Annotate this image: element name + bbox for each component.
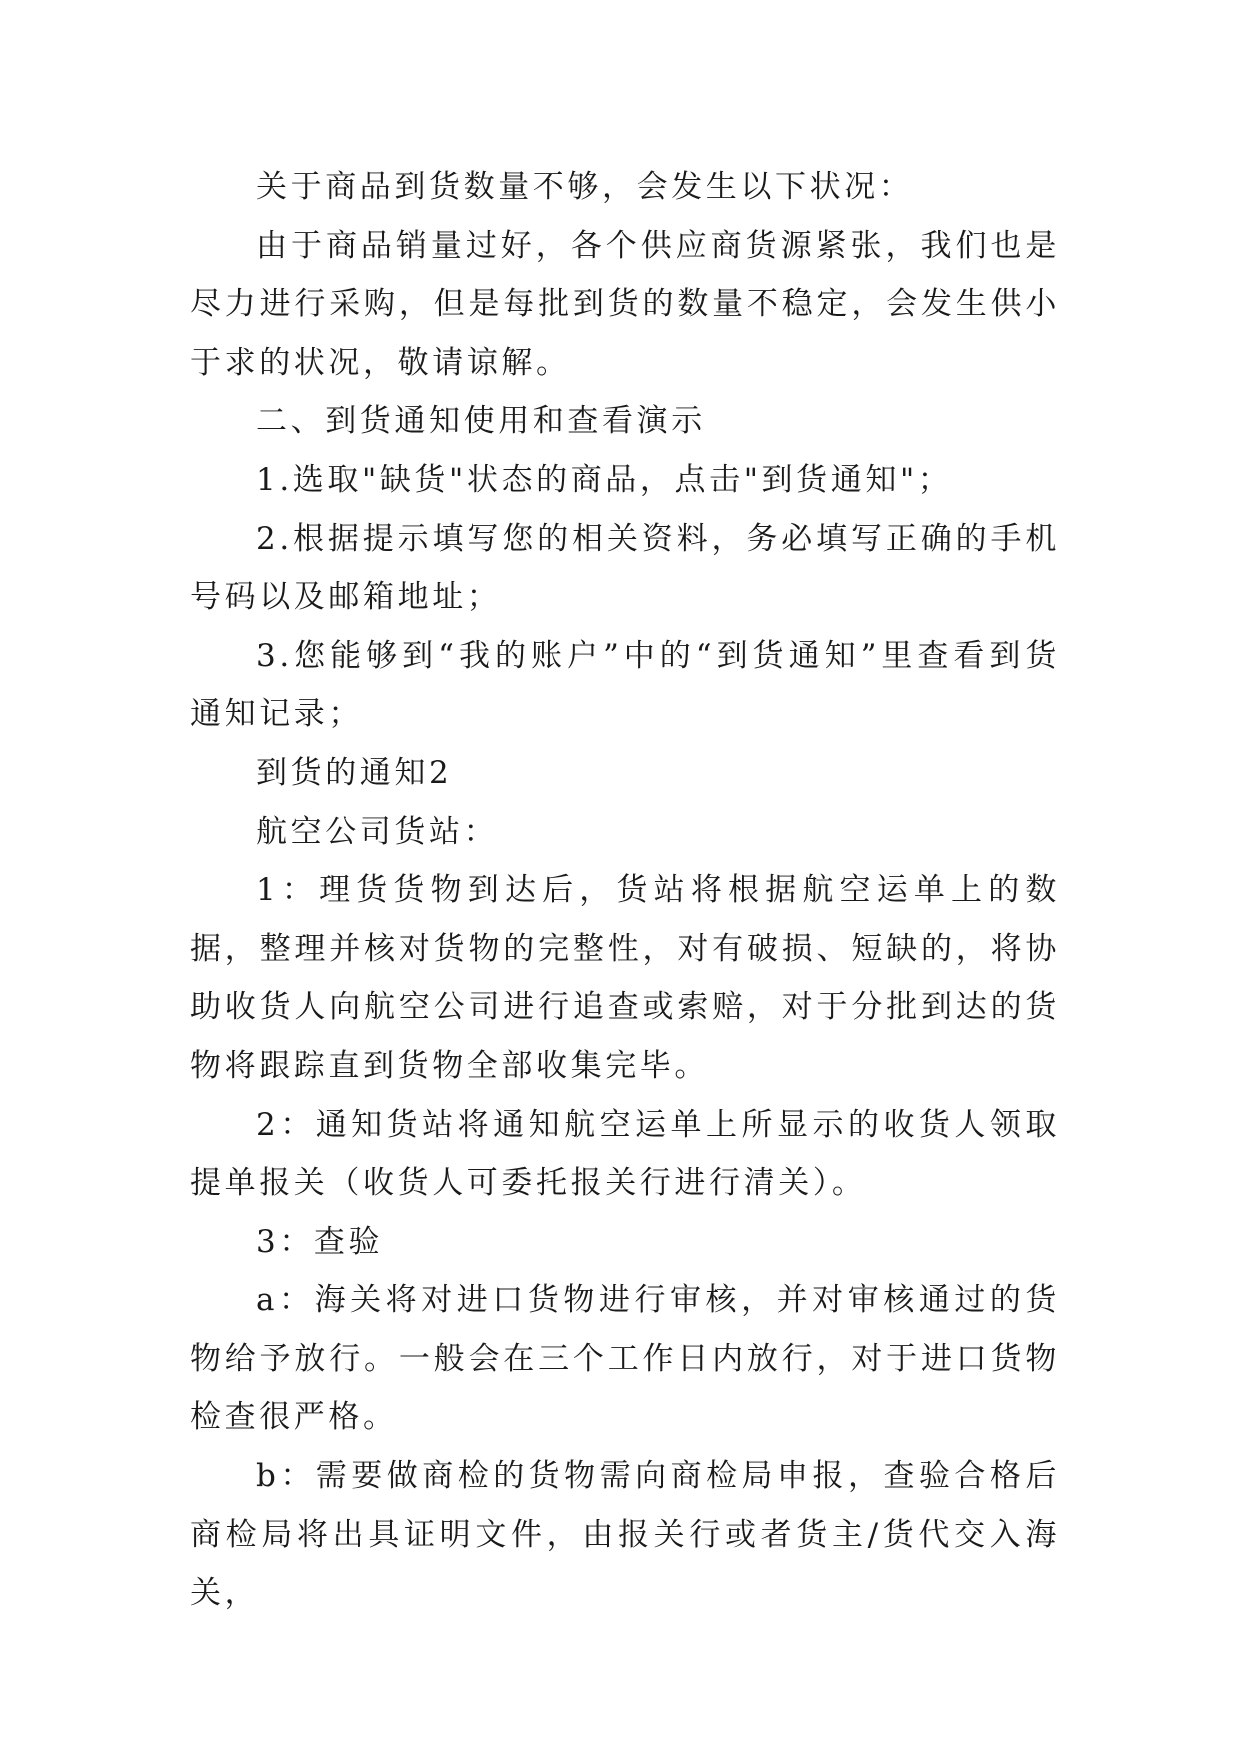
paragraph-item-3: 3：查验: [256, 1223, 384, 1260]
paragraph-cargo-station: 航空公司货站：: [256, 813, 499, 850]
paragraph-shortage-reason: 由于商品销量过好，各个供应商货源紧张，我们也是尽力进行采购，但是每批到货的数量不稳定，会发生供小于求的状况，敬请谅解。: [190, 227, 1060, 381]
paragraph-step-1: 1.选取"缺货"状态的商品，点击"到货通知"；: [256, 461, 953, 498]
paragraph-intro: 关于商品到货数量不够，会发生以下状况：: [256, 169, 914, 205]
paragraph-item-1: 1：理货货物到达后，货站将根据航空运单上的数据，整理并核对货物的完整性，对有破损、短缺的，将协助收货人向航空公司进行追查或索赔，对于分批到达的货物将跟踪直到货物全部收集完毕。: [190, 872, 1060, 1084]
document-body: [190, 158, 1060, 1623]
paragraph-step-3: 3.您能够到“我的账户”中的“到货通知”里查看到货通知记录；: [190, 637, 1060, 733]
paragraph-item-2: 2：通知货站将通知航空运单上所显示的收货人领取提单报关（收货人可委托报关行进行清关）。: [190, 1106, 1060, 1202]
paragraph-item-a: a：海关将对进口货物进行审核，并对审核通过的货物给予放行。一般会在三个工作日内放行，对于进口货物检查很严格。: [190, 1282, 1060, 1436]
paragraph-step-2: 2.根据提示填写您的相关资料，务必填写正确的手机号码以及邮箱地址；: [190, 520, 1060, 616]
paragraph-section-two-heading: 二、到货通知使用和查看演示: [256, 403, 706, 440]
paragraph-notice-2-title: 到货的通知2: [256, 754, 453, 791]
paragraph-item-b: b：需要做商检的货物需向商检局申报，查验合格后商检局将出具证明文件，由报关行或者货主/货代交入海关，: [190, 1458, 1060, 1612]
